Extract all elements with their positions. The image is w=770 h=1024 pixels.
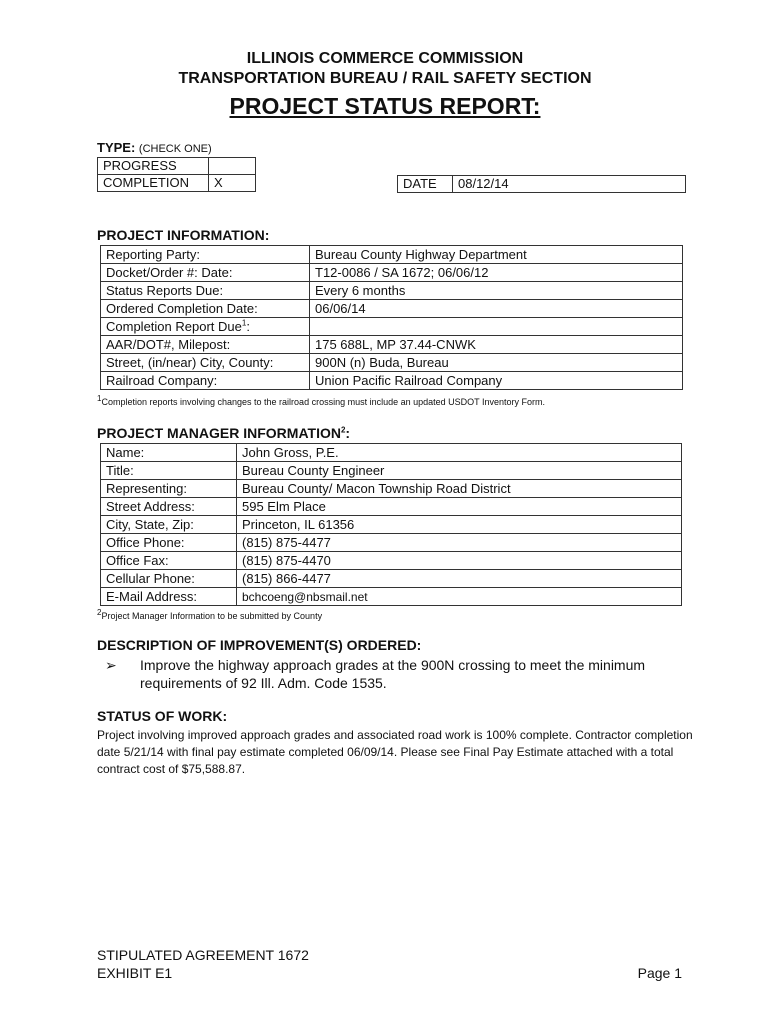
row-value[interactable]: 06/06/14 [310, 300, 683, 318]
manager-heading-suffix: : [345, 425, 351, 441]
table-row [101, 246, 683, 264]
row-label: Representing: [101, 480, 237, 498]
table-row [101, 462, 682, 480]
manager-info-table [100, 443, 682, 606]
project-info-footnote [97, 394, 546, 407]
type-label [97, 140, 212, 155]
row-value[interactable]: 900N (n) Buda, Bureau [310, 354, 683, 372]
table-row [101, 318, 683, 336]
footnote-marker: 2 [340, 425, 346, 435]
row-label: City, State, Zip: [101, 516, 237, 534]
footnote-text: Completion reports involving changes to the railroad crossing must include an updated USDOT Inventory Form. [101, 397, 546, 407]
row-label: Ordered Completion Date: [101, 300, 310, 318]
project-info-heading: PROJECT INFORMATION: [97, 227, 270, 243]
table-row [101, 264, 683, 282]
date-value[interactable]: 08/12/14 [453, 176, 686, 193]
table-row [101, 570, 682, 588]
table-row [101, 336, 683, 354]
manager-heading-text: PROJECT MANAGER INFORMATION [97, 425, 341, 441]
date-table [397, 175, 686, 193]
improvement-bullet [105, 656, 705, 692]
table-row [101, 480, 682, 498]
row-value[interactable]: Princeton, IL 61356 [237, 516, 682, 534]
row-label: Street, (in/near) City, County: [101, 354, 310, 372]
row-label: Street Address: [101, 498, 237, 516]
type-option-label: COMPLETION [98, 175, 209, 192]
row-value[interactable]: Bureau County Highway Department [310, 246, 683, 264]
status-text: Project involving improved approach grades and associated road work is 100% complete. Contractor completion date 5/21/14 with final pay estimate completed 06/09/14. Please see Final Pay Estimate attached with a total contract cost of $75,588.87. [97, 728, 693, 776]
table-row [101, 300, 683, 318]
improvement-text: Improve the highway approach grades at the 900N crossing to meet the minimum requirements of 92 Ill. Adm. Code 1535. [140, 657, 646, 691]
row-value[interactable]: Union Pacific Railroad Company [310, 372, 683, 390]
row-label: Status Reports Due: [101, 282, 310, 300]
row-label: Cellular Phone: [101, 570, 237, 588]
table-row [101, 372, 683, 390]
table-row [101, 444, 682, 462]
row-label: Office Fax: [101, 552, 237, 570]
row-label: Railroad Company: [101, 372, 310, 390]
type-note: (CHECK ONE) [138, 143, 212, 155]
row-value[interactable]: (815) 875-4470 [237, 552, 682, 570]
row-value[interactable]: John Gross, P.E. [237, 444, 682, 462]
footer-exhibit: EXHIBIT E1 [97, 965, 173, 981]
type-option-label: PROGRESS [98, 158, 209, 175]
row-label: Office Phone: [101, 534, 237, 552]
page-number: Page 1 [637, 965, 682, 981]
table-row [101, 534, 682, 552]
row-value[interactable]: Bureau County/ Macon Township Road District [237, 480, 682, 498]
table-row [101, 354, 683, 372]
row-label: E-Mail Address: [101, 588, 237, 606]
row-label [101, 318, 310, 336]
row-value[interactable]: T12-0086 / SA 1672; 06/06/12 [310, 264, 683, 282]
type-table [97, 157, 256, 192]
footnote-marker: 1 [241, 318, 247, 328]
row-value[interactable]: (815) 875-4477 [237, 534, 682, 552]
row-value[interactable] [310, 318, 683, 336]
row-label: Title: [101, 462, 237, 480]
improvement-heading: DESCRIPTION OF IMPROVEMENT(S) ORDERED: [97, 637, 422, 653]
table-row [101, 498, 682, 516]
table-row [101, 282, 683, 300]
manager-info-footnote [97, 608, 323, 621]
date-label: DATE [398, 176, 453, 193]
row-label: AAR/DOT#, Milepost: [101, 336, 310, 354]
row-value[interactable]: Every 6 months [310, 282, 683, 300]
footer-agreement: STIPULATED AGREEMENT 1672 [97, 947, 309, 963]
type-option-mark[interactable] [209, 158, 256, 175]
type-row-completion [98, 175, 256, 192]
row-value[interactable]: (815) 866-4477 [237, 570, 682, 588]
manager-info-heading [97, 425, 350, 441]
row-label: Reporting Party: [101, 246, 310, 264]
header-line-2: TRANSPORTATION BUREAU / RAIL SAFETY SECTION [178, 70, 592, 87]
table-row [101, 552, 682, 570]
header-line-1: ILLINOIS COMMERCE COMMISSION [246, 50, 524, 67]
type-row-progress [98, 158, 256, 175]
table-row [101, 588, 682, 606]
page-title: PROJECT STATUS REPORT: [229, 93, 541, 119]
row-label-suffix: : [246, 318, 250, 334]
project-info-table [100, 245, 683, 390]
row-value[interactable]: 175 688L, MP 37.44-CNWK [310, 336, 683, 354]
row-label: Docket/Order #: Date: [101, 264, 310, 282]
row-value[interactable]: bchcoeng@nbsmail.net [237, 588, 682, 606]
row-label-text: Completion Report Due [106, 318, 242, 334]
row-value[interactable]: Bureau County Engineer [237, 462, 682, 480]
footnote-text: Project Manager Information to be submitted by County [101, 611, 323, 621]
type-option-mark[interactable]: X [209, 175, 256, 192]
footnote-marker: 1 [97, 394, 102, 403]
type-label-text: TYPE: [97, 140, 136, 155]
arrow-bullet-icon: ➢ [105, 657, 117, 673]
row-label: Name: [101, 444, 237, 462]
table-row [101, 516, 682, 534]
status-heading: STATUS OF WORK: [97, 708, 228, 724]
footnote-marker: 2 [97, 608, 102, 617]
row-value[interactable]: 595 Elm Place [237, 498, 682, 516]
